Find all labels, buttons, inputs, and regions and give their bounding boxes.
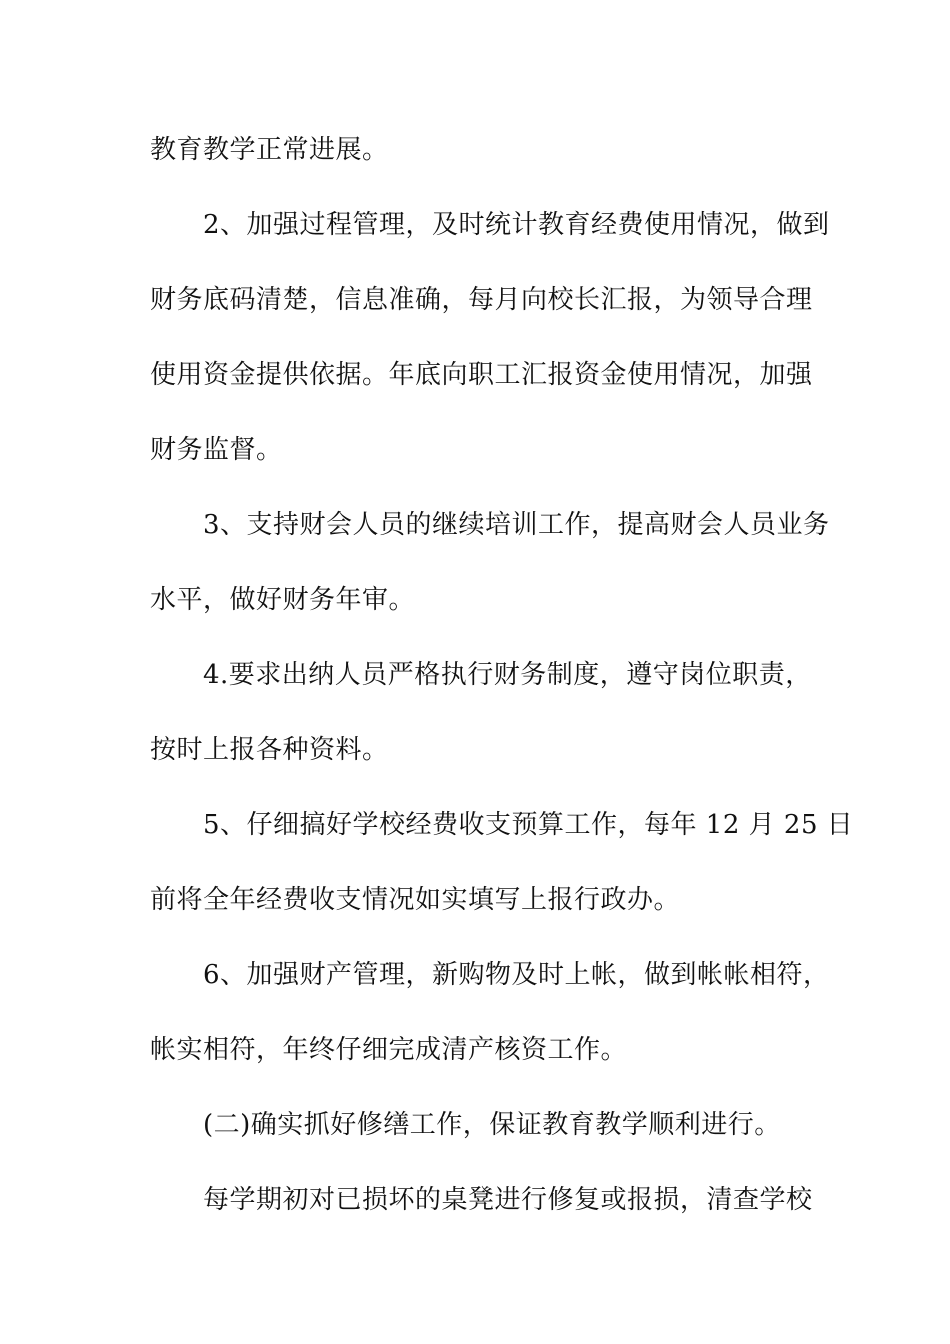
text-line: 3、支持财会人员的继续培训工作，提高财会人员业务 <box>203 510 830 540</box>
text-line: 5、仔细搞好学校经费收支预算工作，每年 12 月 25 日 <box>203 810 854 840</box>
text-line: 教育教学正常进展。 <box>150 135 389 165</box>
text-line: 财务监督。 <box>150 435 283 465</box>
text-line: 6、加强财产管理，新购物及时上帐，做到帐帐相符， <box>203 960 830 990</box>
text-line: 水平，做好财务年审。 <box>150 585 416 615</box>
text-line: 每学期初对已损坏的桌凳进行修复或报损，清查学校 <box>203 1185 813 1215</box>
text-line: 使用资金提供依据。年底向职工汇报资金使用情况，加强 <box>150 360 813 390</box>
text-line: (二)确实抓好修缮工作，保证教育教学顺利进行。 <box>203 1110 781 1140</box>
text-line: 帐实相符，年终仔细完成清产核资工作。 <box>150 1035 628 1065</box>
text-line: 按时上报各种资料。 <box>150 735 389 765</box>
text-line: 2、加强过程管理，及时统计教育经费使用情况，做到 <box>203 210 830 240</box>
text-line: 前将全年经费收支情况如实填写上报行政办。 <box>150 885 681 915</box>
text-line: 财务底码清楚，信息准确，每月向校长汇报，为领导合理 <box>150 285 813 315</box>
text-line: 4.要求出纳人员严格执行财务制度，遵守岗位职责， <box>203 660 812 690</box>
